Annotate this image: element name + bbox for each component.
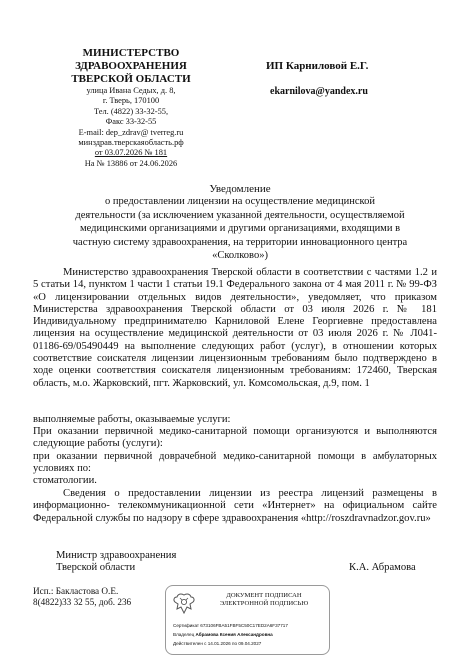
address-line: г. Тверь, 170100 (102, 96, 160, 106)
signer-position (56, 550, 176, 575)
executor-info (33, 586, 131, 608)
validity-value: с 14.01.2026 по 09.04.2027 (204, 641, 262, 646)
address-line: минздрав.тверскаяобласть.рф (78, 138, 184, 148)
recipient-name: ИП Карниловой Е.Г. (266, 60, 369, 72)
address-line: E-mail: dep_zdrav@ tverreg.ru (78, 127, 184, 137)
ministry-name (56, 47, 206, 86)
works-label: выполняемые работы, оказываемые услуги: (33, 414, 231, 425)
subject-line: частную систему здравоохранения, на территории инновационного центра (72, 236, 408, 248)
owner-label: Владелец (173, 632, 195, 637)
address-line: Факс 33-32-55 (105, 117, 157, 127)
owner-value: Абрамова Ксения Александровна (195, 632, 273, 637)
document-title: Уведомление (209, 183, 271, 195)
ministry-line: ТВЕРСКОЙ ОБЛАСТИ (71, 73, 191, 85)
incoming-ref: На № 13886 от 24.06.2026 (84, 158, 178, 168)
recipient-email: ekarnilova@yandex.ru (270, 86, 368, 97)
stamp-heading-line: ДОКУМЕНТ ПОДПИСАН (226, 592, 302, 599)
validity-label: Действителен (173, 641, 203, 646)
document-subject (40, 195, 440, 263)
signer-name: К.А. Абрамова (349, 562, 416, 573)
stamp-validity (173, 641, 261, 647)
signer-position-line: Министр здравоохранения (56, 550, 177, 561)
ministry-address (40, 86, 222, 169)
registry-paragraph: Сведения о предоставлении лицензии из реестра лицензий размещены в информационно- телекоммуникационной сети «Интернет» на официальном сайте Федеральной службы по надзору в сфере здравоохранения «http://roszdravnadzor.gov.ru» (33, 488, 437, 524)
outgoing-ref: от 03.07.2026 № 181 (94, 148, 168, 158)
address-line: улица Ивана Седых, д. 8, (86, 86, 176, 95)
body-paragraph: Министерство здравоохранения Тверской области в соответствии с частями 1.2 и 5 статьи 14, пунктом 1 части 1 статьи 19.1 Федерального закона от 4 мая 2011 г. № 99-ФЗ «О лицензировании отдельных видов деятельности», уведомляет, что приказом Министерства здравоохранения Тверской области от 03 июля 2026 г. № 181 Индивидуальному предпринимателю Карниловой Елене Георгиевне предоставлена лицензия на осуществление медицинской деятельности от 03 июля 2026 г. № Л041-01186-69/05490449 на выполнение следующих работ (услуг), в отношении которых соответствие соискателя лицензии лицензионным требованиям было подтверждено в ходе оценки соответствия соискателя лицензионным требованиям: 172460, Тверская область, м.о. Жарковский, пгт. Жарковский, ул. Комсомольская, д.9, пом. 1 (33, 267, 437, 389)
pmsp-paragraph: При оказании первичной медико-санитарной помощи организуются и выполняются следующие работы (услуги): (33, 426, 437, 450)
stamp-heading (202, 592, 326, 609)
stamp-owner (173, 632, 273, 638)
stamp-certificate (173, 623, 288, 629)
ministry-line: ЗДРАВООХРАНЕНИЯ (75, 60, 187, 72)
coat-of-arms-icon (171, 592, 197, 616)
service-item: стоматологии. (33, 475, 97, 486)
ministry-line: МИНИСТЕРСТВО (82, 47, 180, 59)
stamp-heading-line: ЭЛЕКТРОННОЙ ПОДПИСЬЮ (219, 600, 309, 608)
subject-line: «Сколково») (212, 250, 268, 261)
executor-phone: 8(4822)33 32 55, доб. 236 (33, 597, 132, 607)
certificate-label: Сертификат (173, 623, 200, 628)
subject-line: о предоставлении лицензии на осуществление медицинской (105, 196, 375, 207)
executor-name: Исп.: Бакластова О.Е. (33, 586, 119, 596)
signer-position-line: Тверской области (56, 562, 136, 574)
dovrach-paragraph: при оказании первичной доврачебной медико-санитарной помощи в амбулаторных условиях по: (33, 451, 437, 475)
subject-line: деятельности (за исключением указанной деятельности, осуществляемой (75, 209, 405, 221)
electronic-signature-stamp (165, 585, 330, 655)
address-line: Тел. (4822) 33-32-55, (93, 106, 169, 116)
certificate-value: 673106FBA51FBF5C50C17ED2A6F37717 (200, 623, 288, 628)
subject-line: медицинскими организациями и другими организациями, входящими в (79, 223, 401, 234)
